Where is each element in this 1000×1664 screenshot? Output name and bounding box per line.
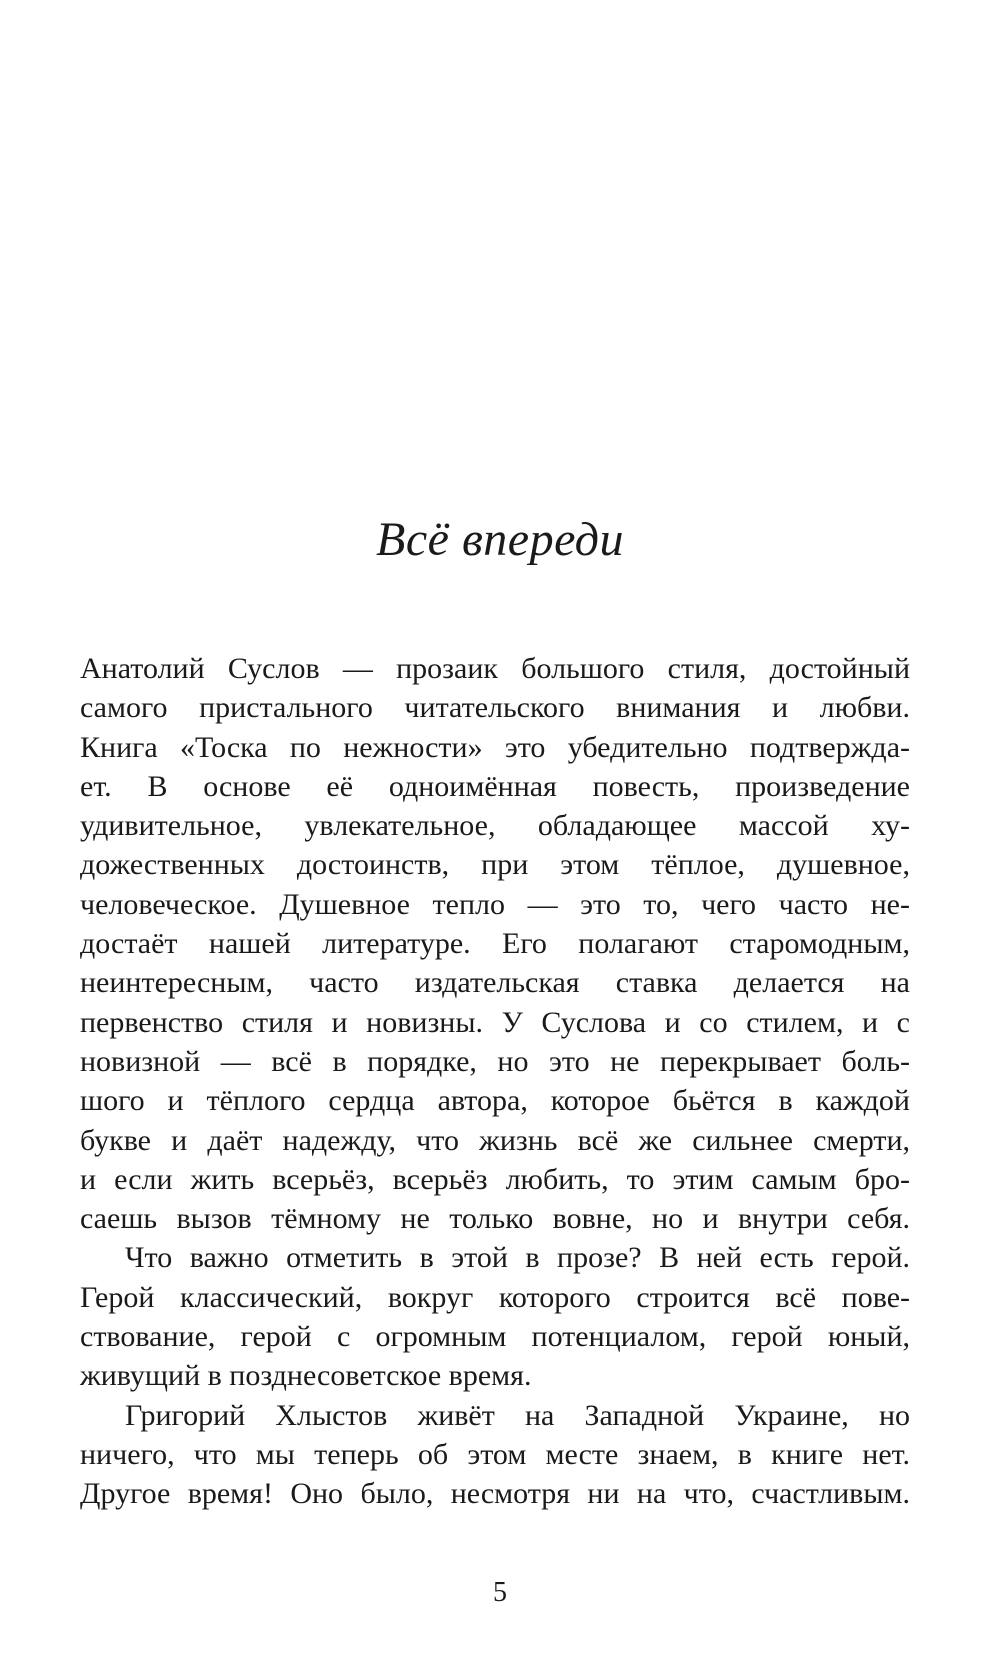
text-line: букве и даёт надежду, что жизнь всё же сильнее смерти, [80,1123,910,1157]
text-line: ет. В основе её одноимённая повесть, произведение [80,769,910,803]
page-number: 5 [493,1577,507,1608]
text-line: Книга «Тоска по нежности» это убедительно подтвержда- [80,730,910,764]
text-line: Другое время! Оно было, несмотря ни на что, счастливым. [80,1477,910,1511]
text-line: новизной — всё в порядке, но это не перекрывает боль- [80,1044,910,1078]
paragraph [80,649,910,1238]
text-line: и если жить всерьёз, всерьёз любить, то этим самым бро- [80,1162,910,1196]
text-line: первенство стиля и новизны. У Суслова и со стилем, и с [80,1005,910,1039]
text-line: живущий в позднесоветское время. [80,1359,532,1393]
text-line: дожественных достоинств, при этом тёплое, душевное, [80,848,910,882]
chapter-title: Всё впереди [376,513,624,566]
text-line: самого пристального читательского внимания и любви. [80,691,910,725]
text-line: человеческое. Душевное тепло — это то, чего часто не- [80,887,910,921]
text-line: шого и тёплого сердца автора, которое бьётся в каждой [80,1084,910,1118]
text-line: неинтересным, часто издательская ставка делается на [80,966,910,1000]
text-line: Герой классический, вокруг которого строится всё пове- [80,1280,910,1314]
body-text [80,649,910,1514]
text-line: ничего, что мы теперь об этом месте знаем, в книге нет. [80,1437,910,1471]
paragraph [80,1238,910,1395]
text-line: Григорий Хлыстов живёт на Западной Украине, но [125,1398,910,1432]
text-line: Что важно отметить в этой в прозе? В ней есть герой. [125,1241,910,1275]
paragraph [80,1396,910,1514]
text-line: удивительное, увлекательное, обладающее массой ху- [80,809,910,843]
text-line: саешь вызов тёмному не только вовне, но и внутри себя. [80,1202,910,1236]
text-line: достаёт нашей литературе. Его полагают старомодным, [80,927,910,961]
text-line: Анатолий Суслов — прозаик большого стиля, достойный [80,652,910,685]
text-line: ствование, герой с огромным потенциалом, герой юный, [80,1320,910,1354]
